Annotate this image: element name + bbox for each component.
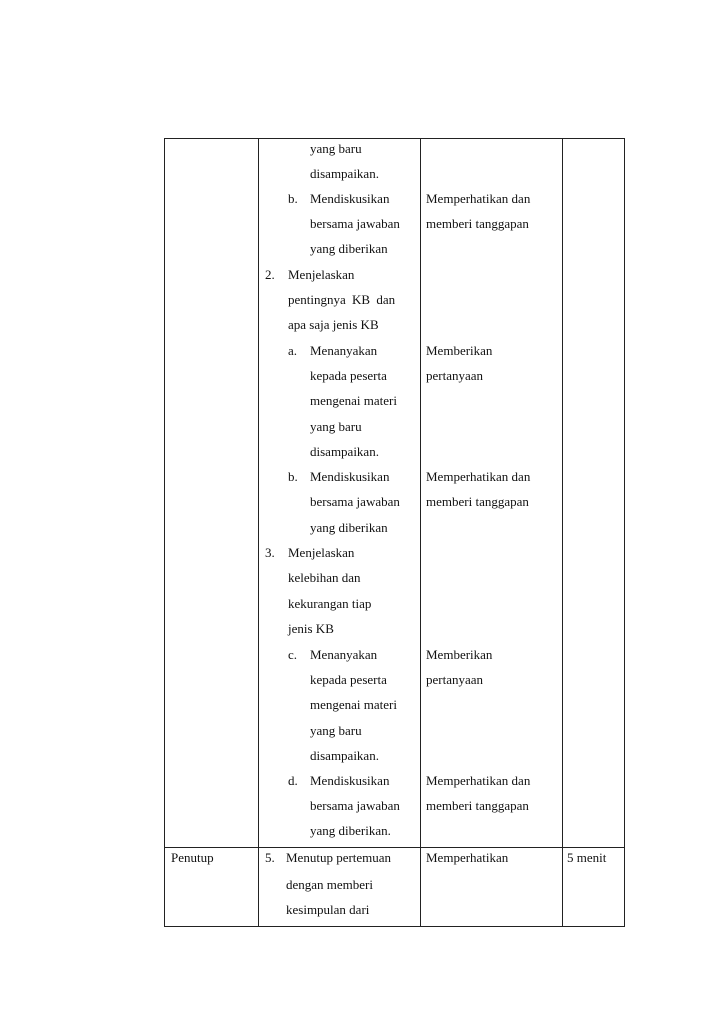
step-number: 3. bbox=[265, 545, 275, 560]
step-text: kekurangan tiap bbox=[288, 596, 372, 611]
step-text: kepada peserta bbox=[310, 672, 387, 687]
row-divider bbox=[165, 847, 624, 848]
step-number: 2. bbox=[265, 267, 275, 282]
sub-marker: b. bbox=[288, 191, 298, 206]
step-text: yang baru bbox=[310, 141, 362, 156]
step-text: kepada peserta bbox=[310, 368, 387, 383]
sub-marker: b. bbox=[288, 469, 298, 484]
step-text: bersama jawaban bbox=[310, 798, 400, 813]
step-text: dengan memberi bbox=[286, 877, 373, 892]
step-text: Menanyakan bbox=[310, 647, 378, 662]
response-text: Memperhatikan dan bbox=[426, 773, 531, 788]
step-number: 5. bbox=[265, 850, 275, 865]
step-text: pentingnya KB dan bbox=[288, 292, 396, 307]
response-text: memberi tanggapan bbox=[426, 494, 529, 509]
duration-text: 5 menit bbox=[567, 850, 607, 865]
column-divider bbox=[420, 139, 421, 926]
step-text: Menutup pertemuan bbox=[286, 850, 392, 865]
step-text: Menjelaskan bbox=[288, 545, 355, 560]
step-text: yang diberikan bbox=[310, 520, 388, 535]
step-text: mengenai materi bbox=[310, 697, 397, 712]
response-text: Memberikan bbox=[426, 647, 493, 662]
step-text: Menjelaskan bbox=[288, 267, 355, 282]
step-text: kelebihan dan bbox=[288, 570, 361, 585]
step-text: yang diberikan. bbox=[310, 823, 391, 838]
response-text: memberi tanggapan bbox=[426, 798, 529, 813]
response-text: memberi tanggapan bbox=[426, 216, 529, 231]
step-text: jenis KB bbox=[288, 621, 334, 636]
step-text: yang diberikan bbox=[310, 241, 388, 256]
response-text: Memberikan bbox=[426, 343, 493, 358]
step-text: yang baru bbox=[310, 723, 362, 738]
column-divider bbox=[258, 139, 259, 926]
step-text: Mendiskusikan bbox=[310, 191, 390, 206]
response-text: Memperhatikan dan bbox=[426, 191, 531, 206]
step-text: disampaikan. bbox=[310, 748, 379, 763]
step-text: mengenai materi bbox=[310, 393, 397, 408]
step-text: disampaikan. bbox=[310, 166, 379, 181]
response-text: pertanyaan bbox=[426, 672, 484, 687]
response-text: pertanyaan bbox=[426, 368, 484, 383]
step-text: Mendiskusikan bbox=[310, 773, 390, 788]
step-text: kesimpulan dari bbox=[286, 902, 370, 917]
sub-marker: d. bbox=[288, 773, 298, 788]
step-text: bersama jawaban bbox=[310, 216, 400, 231]
sub-marker: a. bbox=[288, 343, 298, 358]
sub-marker: c. bbox=[288, 647, 298, 662]
step-text: disampaikan. bbox=[310, 444, 379, 459]
step-text: bersama jawaban bbox=[310, 494, 400, 509]
activity-label: Penutup bbox=[171, 850, 214, 865]
step-text: Mendiskusikan bbox=[310, 469, 390, 484]
step-text: Menanyakan bbox=[310, 343, 378, 358]
step-text: apa saja jenis KB bbox=[288, 317, 379, 332]
column-divider bbox=[562, 139, 563, 926]
response-text: Memperhatikan bbox=[426, 850, 509, 865]
response-text: Memperhatikan dan bbox=[426, 469, 531, 484]
step-text: yang baru bbox=[310, 419, 362, 434]
